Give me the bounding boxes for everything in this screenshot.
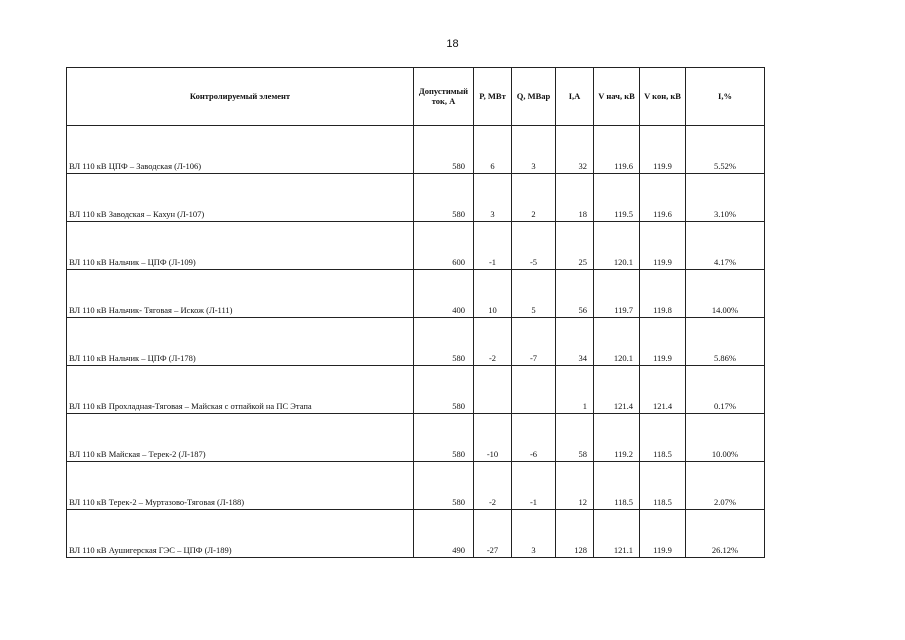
cell-i-pct: 10.00%	[686, 414, 765, 462]
cell-allowed-current: 580	[414, 414, 474, 462]
col-header-i-pct: I,%	[686, 68, 765, 126]
header-row	[67, 68, 765, 126]
cell-element: ВЛ 110 кВ Нальчик- Тяговая – Искож (Л-111)	[67, 270, 414, 318]
col-header-v-end: V кон, кВ	[640, 68, 686, 126]
cell-v-end: 119.6	[640, 174, 686, 222]
cell-p: -2	[474, 462, 512, 510]
cell-i: 58	[556, 414, 594, 462]
col-header-element: Контролируемый элемент	[67, 68, 414, 126]
cell-q: -1	[512, 462, 556, 510]
cell-i-pct: 26.12%	[686, 510, 765, 558]
cell-i: 25	[556, 222, 594, 270]
load-table	[66, 67, 765, 558]
cell-i-pct: 2.07%	[686, 462, 765, 510]
cell-q: -5	[512, 222, 556, 270]
table-row	[67, 318, 765, 366]
cell-i-pct: 5.52%	[686, 126, 765, 174]
cell-allowed-current: 600	[414, 222, 474, 270]
cell-q: 5	[512, 270, 556, 318]
cell-element: ВЛ 110 кВ Нальчик – ЦПФ (Л-109)	[67, 222, 414, 270]
cell-q: 2	[512, 174, 556, 222]
cell-i: 1	[556, 366, 594, 414]
cell-i: 56	[556, 270, 594, 318]
cell-allowed-current: 580	[414, 366, 474, 414]
cell-i: 18	[556, 174, 594, 222]
cell-element: ВЛ 110 кВ Майская – Терек-2 (Л-187)	[67, 414, 414, 462]
cell-p	[474, 366, 512, 414]
cell-v-end: 119.9	[640, 318, 686, 366]
cell-p: -27	[474, 510, 512, 558]
cell-q: 3	[512, 510, 556, 558]
cell-v-start: 120.1	[594, 222, 640, 270]
cell-element: ВЛ 110 кВ Терек-2 – Муртазово-Тяговая (Л-188)	[67, 462, 414, 510]
cell-v-end: 119.9	[640, 510, 686, 558]
cell-p: 6	[474, 126, 512, 174]
table-row	[67, 414, 765, 462]
cell-v-end: 119.8	[640, 270, 686, 318]
table-row	[67, 222, 765, 270]
cell-element: ВЛ 110 кВ Нальчик – ЦПФ (Л-178)	[67, 318, 414, 366]
table-row	[67, 126, 765, 174]
cell-allowed-current: 490	[414, 510, 474, 558]
page-number: 18	[446, 38, 459, 50]
cell-q: 3	[512, 126, 556, 174]
cell-i-pct: 14.00%	[686, 270, 765, 318]
cell-v-start: 120.1	[594, 318, 640, 366]
cell-i: 128	[556, 510, 594, 558]
cell-v-start: 119.7	[594, 270, 640, 318]
cell-i: 34	[556, 318, 594, 366]
table-row	[67, 174, 765, 222]
col-header-i: I,A	[556, 68, 594, 126]
cell-i: 32	[556, 126, 594, 174]
col-header-p: P, МВт	[474, 68, 512, 126]
cell-i-pct: 4.17%	[686, 222, 765, 270]
cell-p: -10	[474, 414, 512, 462]
table-row	[67, 510, 765, 558]
table-row	[67, 366, 765, 414]
cell-v-start: 121.4	[594, 366, 640, 414]
col-header-v-start: V нач, кВ	[594, 68, 640, 126]
cell-v-end: 119.9	[640, 222, 686, 270]
cell-v-end: 118.5	[640, 462, 686, 510]
table-row	[67, 270, 765, 318]
cell-i-pct: 0.17%	[686, 366, 765, 414]
cell-q: -7	[512, 318, 556, 366]
cell-allowed-current: 580	[414, 174, 474, 222]
cell-v-end: 121.4	[640, 366, 686, 414]
cell-i: 12	[556, 462, 594, 510]
col-header-allowed-current: Допустимый ток, А	[414, 68, 474, 126]
table-row	[67, 462, 765, 510]
cell-element: ВЛ 110 кВ ЦПФ – Заводская (Л-106)	[67, 126, 414, 174]
cell-allowed-current: 580	[414, 318, 474, 366]
cell-v-start: 118.5	[594, 462, 640, 510]
cell-q: -6	[512, 414, 556, 462]
cell-i-pct: 5.86%	[686, 318, 765, 366]
cell-v-start: 119.6	[594, 126, 640, 174]
cell-allowed-current: 400	[414, 270, 474, 318]
cell-v-end: 119.9	[640, 126, 686, 174]
col-header-q: Q, МВар	[512, 68, 556, 126]
cell-p: 3	[474, 174, 512, 222]
cell-i-pct: 3.10%	[686, 174, 765, 222]
cell-v-start: 121.1	[594, 510, 640, 558]
cell-allowed-current: 580	[414, 126, 474, 174]
cell-v-start: 119.5	[594, 174, 640, 222]
cell-p: -1	[474, 222, 512, 270]
cell-element: ВЛ 110 кВ Прохладная-Тяговая – Майская с отпайкой на ПС Этапа	[67, 366, 414, 414]
cell-element: ВЛ 110 кВ Аушигерская ГЭС – ЦПФ (Л-189)	[67, 510, 414, 558]
cell-v-end: 118.5	[640, 414, 686, 462]
cell-p: -2	[474, 318, 512, 366]
cell-v-start: 119.2	[594, 414, 640, 462]
cell-element: ВЛ 110 кВ Заводская – Кахун (Л-107)	[67, 174, 414, 222]
cell-allowed-current: 580	[414, 462, 474, 510]
cell-p: 10	[474, 270, 512, 318]
cell-q	[512, 366, 556, 414]
